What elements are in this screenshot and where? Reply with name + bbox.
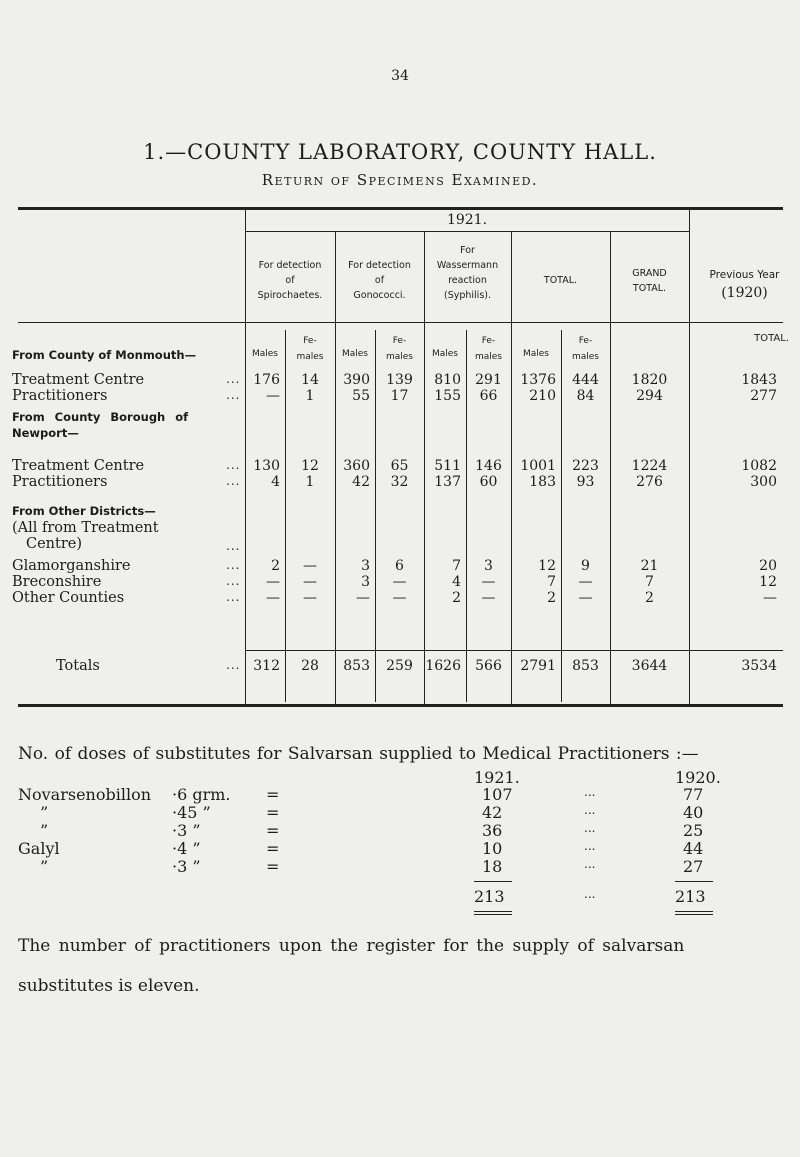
header-wassermann: For Wassermann reaction (Syphilis). <box>436 245 499 301</box>
table-cell: 277 <box>750 388 777 404</box>
rule <box>675 911 713 912</box>
section-other-districts: From Other Districts— <box>12 504 156 518</box>
salvarsan-name: ” <box>40 803 49 822</box>
table-cell: 4 <box>452 574 461 590</box>
table-cell: — <box>392 590 407 606</box>
salvarsan-1920: 40 <box>683 803 704 822</box>
table-cell: 93 <box>576 474 595 490</box>
sub-males: Males <box>251 349 278 359</box>
table-cell: 2 <box>452 590 461 606</box>
salvarsan-intro: No. of doses of substitutes for Salvarsan supplied to Medical Practitioners :— <box>18 744 699 764</box>
salvarsan-name: ” <box>40 857 49 876</box>
table-cell: 7 <box>547 574 556 590</box>
salvarsan-dose: ·45 ” <box>172 803 211 822</box>
rule <box>474 881 512 882</box>
table-cell: 3 <box>361 574 370 590</box>
header-previous-year: Previous Year (1920) <box>709 269 780 301</box>
table-cell: 6 <box>395 558 404 574</box>
leader-dots: ... <box>584 839 596 853</box>
year-header: 1921. <box>446 212 488 228</box>
table-cell: — <box>481 574 496 590</box>
table-cell: 1 <box>305 474 315 490</box>
table-cell: 20 <box>759 558 777 574</box>
salvarsan-dose: ·3 ” <box>172 857 201 876</box>
header-grand-total: GRAND TOTAL. <box>632 268 667 294</box>
table-cell: 183 <box>529 474 556 490</box>
table-cell: 1001 <box>520 458 556 474</box>
salvarsan-1920: 25 <box>683 821 704 840</box>
leader-dots: ... <box>584 821 596 835</box>
table-cell: 4 <box>271 474 280 490</box>
table-cell: 1082 <box>741 458 777 474</box>
leader-dots: ... <box>584 803 596 817</box>
salvarsan-1921: 42 <box>482 803 503 822</box>
header-total: TOTAL. <box>543 275 578 286</box>
total-1921: 213 <box>474 887 505 906</box>
table-cell: 12 <box>301 458 319 474</box>
salvarsan-1920: 77 <box>683 785 704 804</box>
table-cell: 1224 <box>631 458 668 474</box>
section-newport: From County Borough of Newport— <box>12 410 189 440</box>
rule <box>474 914 512 915</box>
table-cell: — <box>303 558 317 574</box>
header-gonococci: For detection of Gonococci. <box>348 260 411 301</box>
row-label: Other Counties <box>12 590 125 606</box>
table-cell: 130 <box>253 458 280 474</box>
row-leader-dots: ... <box>226 388 241 402</box>
salvarsan-dose: ·3 ” <box>172 821 201 840</box>
sub-males: Males <box>522 349 549 359</box>
salvarsan-name: Novarsenobillon <box>18 785 152 804</box>
table-cell: — <box>763 590 777 606</box>
table-cell: — <box>266 574 280 590</box>
row-leader-dots: ... <box>226 458 241 472</box>
totals-label: Totals <box>56 658 100 674</box>
table-cell: 511 <box>434 458 461 474</box>
totals-cell: 853 <box>572 658 599 674</box>
row-leader-dots: ... <box>226 658 241 672</box>
row-label: Treatment Centre <box>12 372 145 388</box>
page-title: 1.—COUNTY LABORATORY, COUNTY HALL. <box>143 140 657 164</box>
salvarsan-1920: 44 <box>683 839 704 858</box>
table-cell: 146 <box>475 458 502 474</box>
totals-cell: 1626 <box>425 658 461 674</box>
salvarsan-dose: ·6 grm. <box>172 785 231 804</box>
row-label: Breconshire <box>12 574 102 590</box>
table-cell: 139 <box>386 372 413 388</box>
table-cell: 2 <box>271 558 280 574</box>
col-1921: 1921. <box>474 768 520 787</box>
salvarsan-equals: = <box>266 839 280 858</box>
row-leader-dots: ... <box>226 558 241 572</box>
other-districts-note: (All from Treatment Centre) <box>12 520 159 552</box>
closing-line-1: The number of practitioners upon the register for the supply of salvarsan <box>18 936 685 956</box>
row-leader-dots: ... <box>226 590 241 604</box>
table-cell: — <box>356 590 370 606</box>
table-cell: 300 <box>750 474 777 490</box>
table-cell: 17 <box>390 388 409 404</box>
table-cell: — <box>303 590 317 606</box>
row-label: Practitioners <box>12 388 108 404</box>
row-leader-dots: ... <box>226 539 241 553</box>
sub-females: Fe- males <box>474 336 502 362</box>
table-cell: 2 <box>645 590 654 606</box>
salvarsan-1921: 107 <box>482 785 513 804</box>
leader-dots: ... <box>584 785 596 799</box>
table-cell: 12 <box>538 558 556 574</box>
table-cell: 444 <box>572 372 599 388</box>
table-cell: 291 <box>475 372 502 388</box>
totals-cell: 28 <box>301 658 319 674</box>
table-cell: 390 <box>343 372 370 388</box>
row-leader-dots: ... <box>226 372 241 386</box>
salvarsan-1921: 36 <box>482 821 503 840</box>
leader-dots: ... <box>584 857 596 871</box>
page-subtitle: Return of Specimens Examined. <box>261 171 539 189</box>
rule <box>474 911 512 912</box>
table-cell: 9 <box>581 558 590 574</box>
closing-line-2: substitutes is eleven. <box>18 976 200 996</box>
table-cell: 14 <box>301 372 319 388</box>
totals-cell: 3534 <box>741 658 777 674</box>
salvarsan-equals: = <box>266 803 280 822</box>
table-cell: 1820 <box>631 372 668 388</box>
table-cell: 3 <box>484 558 493 574</box>
salvarsan-1921: 18 <box>482 857 503 876</box>
salvarsan-dose: ·4 ” <box>172 839 201 858</box>
table-cell: — <box>481 590 496 606</box>
salvarsan-1921: 10 <box>482 839 503 858</box>
table-cell: 137 <box>434 474 461 490</box>
sub-males: Males <box>431 349 458 359</box>
table-cell: — <box>266 590 280 606</box>
table-cell: — <box>578 574 593 590</box>
table-cell: 1376 <box>520 372 556 388</box>
table-cell: 1843 <box>741 372 777 388</box>
table-cell: 294 <box>636 388 663 404</box>
table-cell: 176 <box>253 372 280 388</box>
salvarsan-name: Galyl <box>18 839 60 858</box>
table-cell: 155 <box>434 388 461 404</box>
table-cell: — <box>392 574 407 590</box>
row-leader-dots: ... <box>226 474 241 488</box>
table-cell: 1 <box>305 388 315 404</box>
salvarsan-1920: 27 <box>683 857 704 876</box>
header-spirochaetes: For detection of Spirochaetes. <box>257 260 323 301</box>
table-cell: 223 <box>572 458 599 474</box>
table-cell: 32 <box>390 474 409 490</box>
totals-cell: 2791 <box>520 658 556 674</box>
sub-females: Fe- males <box>296 336 324 362</box>
salvarsan-equals: = <box>266 785 280 804</box>
table-cell: 7 <box>452 558 461 574</box>
table-cell: 55 <box>352 388 370 404</box>
totals-cell: 3644 <box>631 658 668 674</box>
total-1920: 213 <box>675 887 706 906</box>
row-label: Treatment Centre <box>12 458 145 474</box>
salvarsan-name: ” <box>40 821 49 840</box>
col-1920: 1920. <box>675 768 721 787</box>
sub-males: Males <box>341 349 368 359</box>
table-cell: 276 <box>636 474 663 490</box>
totals-cell: 566 <box>475 658 502 674</box>
salvarsan-equals: = <box>266 821 280 840</box>
table-cell: 65 <box>390 458 409 474</box>
rule <box>675 881 713 882</box>
table-cell: 2 <box>547 590 556 606</box>
row-label: Practitioners <box>12 474 108 490</box>
prev-total-label: TOTAL. <box>754 333 789 344</box>
table-cell: 360 <box>343 458 370 474</box>
table-cell: 810 <box>434 372 461 388</box>
row-leader-dots: ... <box>226 574 241 588</box>
row-label: Glamorganshire <box>12 558 131 574</box>
table-cell: 210 <box>529 388 556 404</box>
totals-cell: 259 <box>386 658 413 674</box>
totals-cell: 853 <box>343 658 370 674</box>
table-cell: — <box>266 388 280 404</box>
page-number: 34 <box>391 68 409 84</box>
table-cell: 12 <box>759 574 777 590</box>
table-cell: 3 <box>361 558 370 574</box>
table-cell: 66 <box>479 388 498 404</box>
section-monmouth: From County of Monmouth— <box>12 348 197 362</box>
rule <box>675 914 713 915</box>
table-cell: — <box>578 590 593 606</box>
salvarsan-equals: = <box>266 857 280 876</box>
sub-females: Fe- males <box>571 336 599 362</box>
leader-dots: ... <box>584 887 596 901</box>
table-cell: — <box>303 574 317 590</box>
table-cell: 84 <box>576 388 595 404</box>
totals-cell: 312 <box>253 658 280 674</box>
table-cell: 42 <box>352 474 370 490</box>
table-cell: 60 <box>479 474 498 490</box>
sub-females: Fe- males <box>385 336 413 362</box>
table-cell: 21 <box>640 558 659 574</box>
table-cell: 7 <box>645 574 654 590</box>
